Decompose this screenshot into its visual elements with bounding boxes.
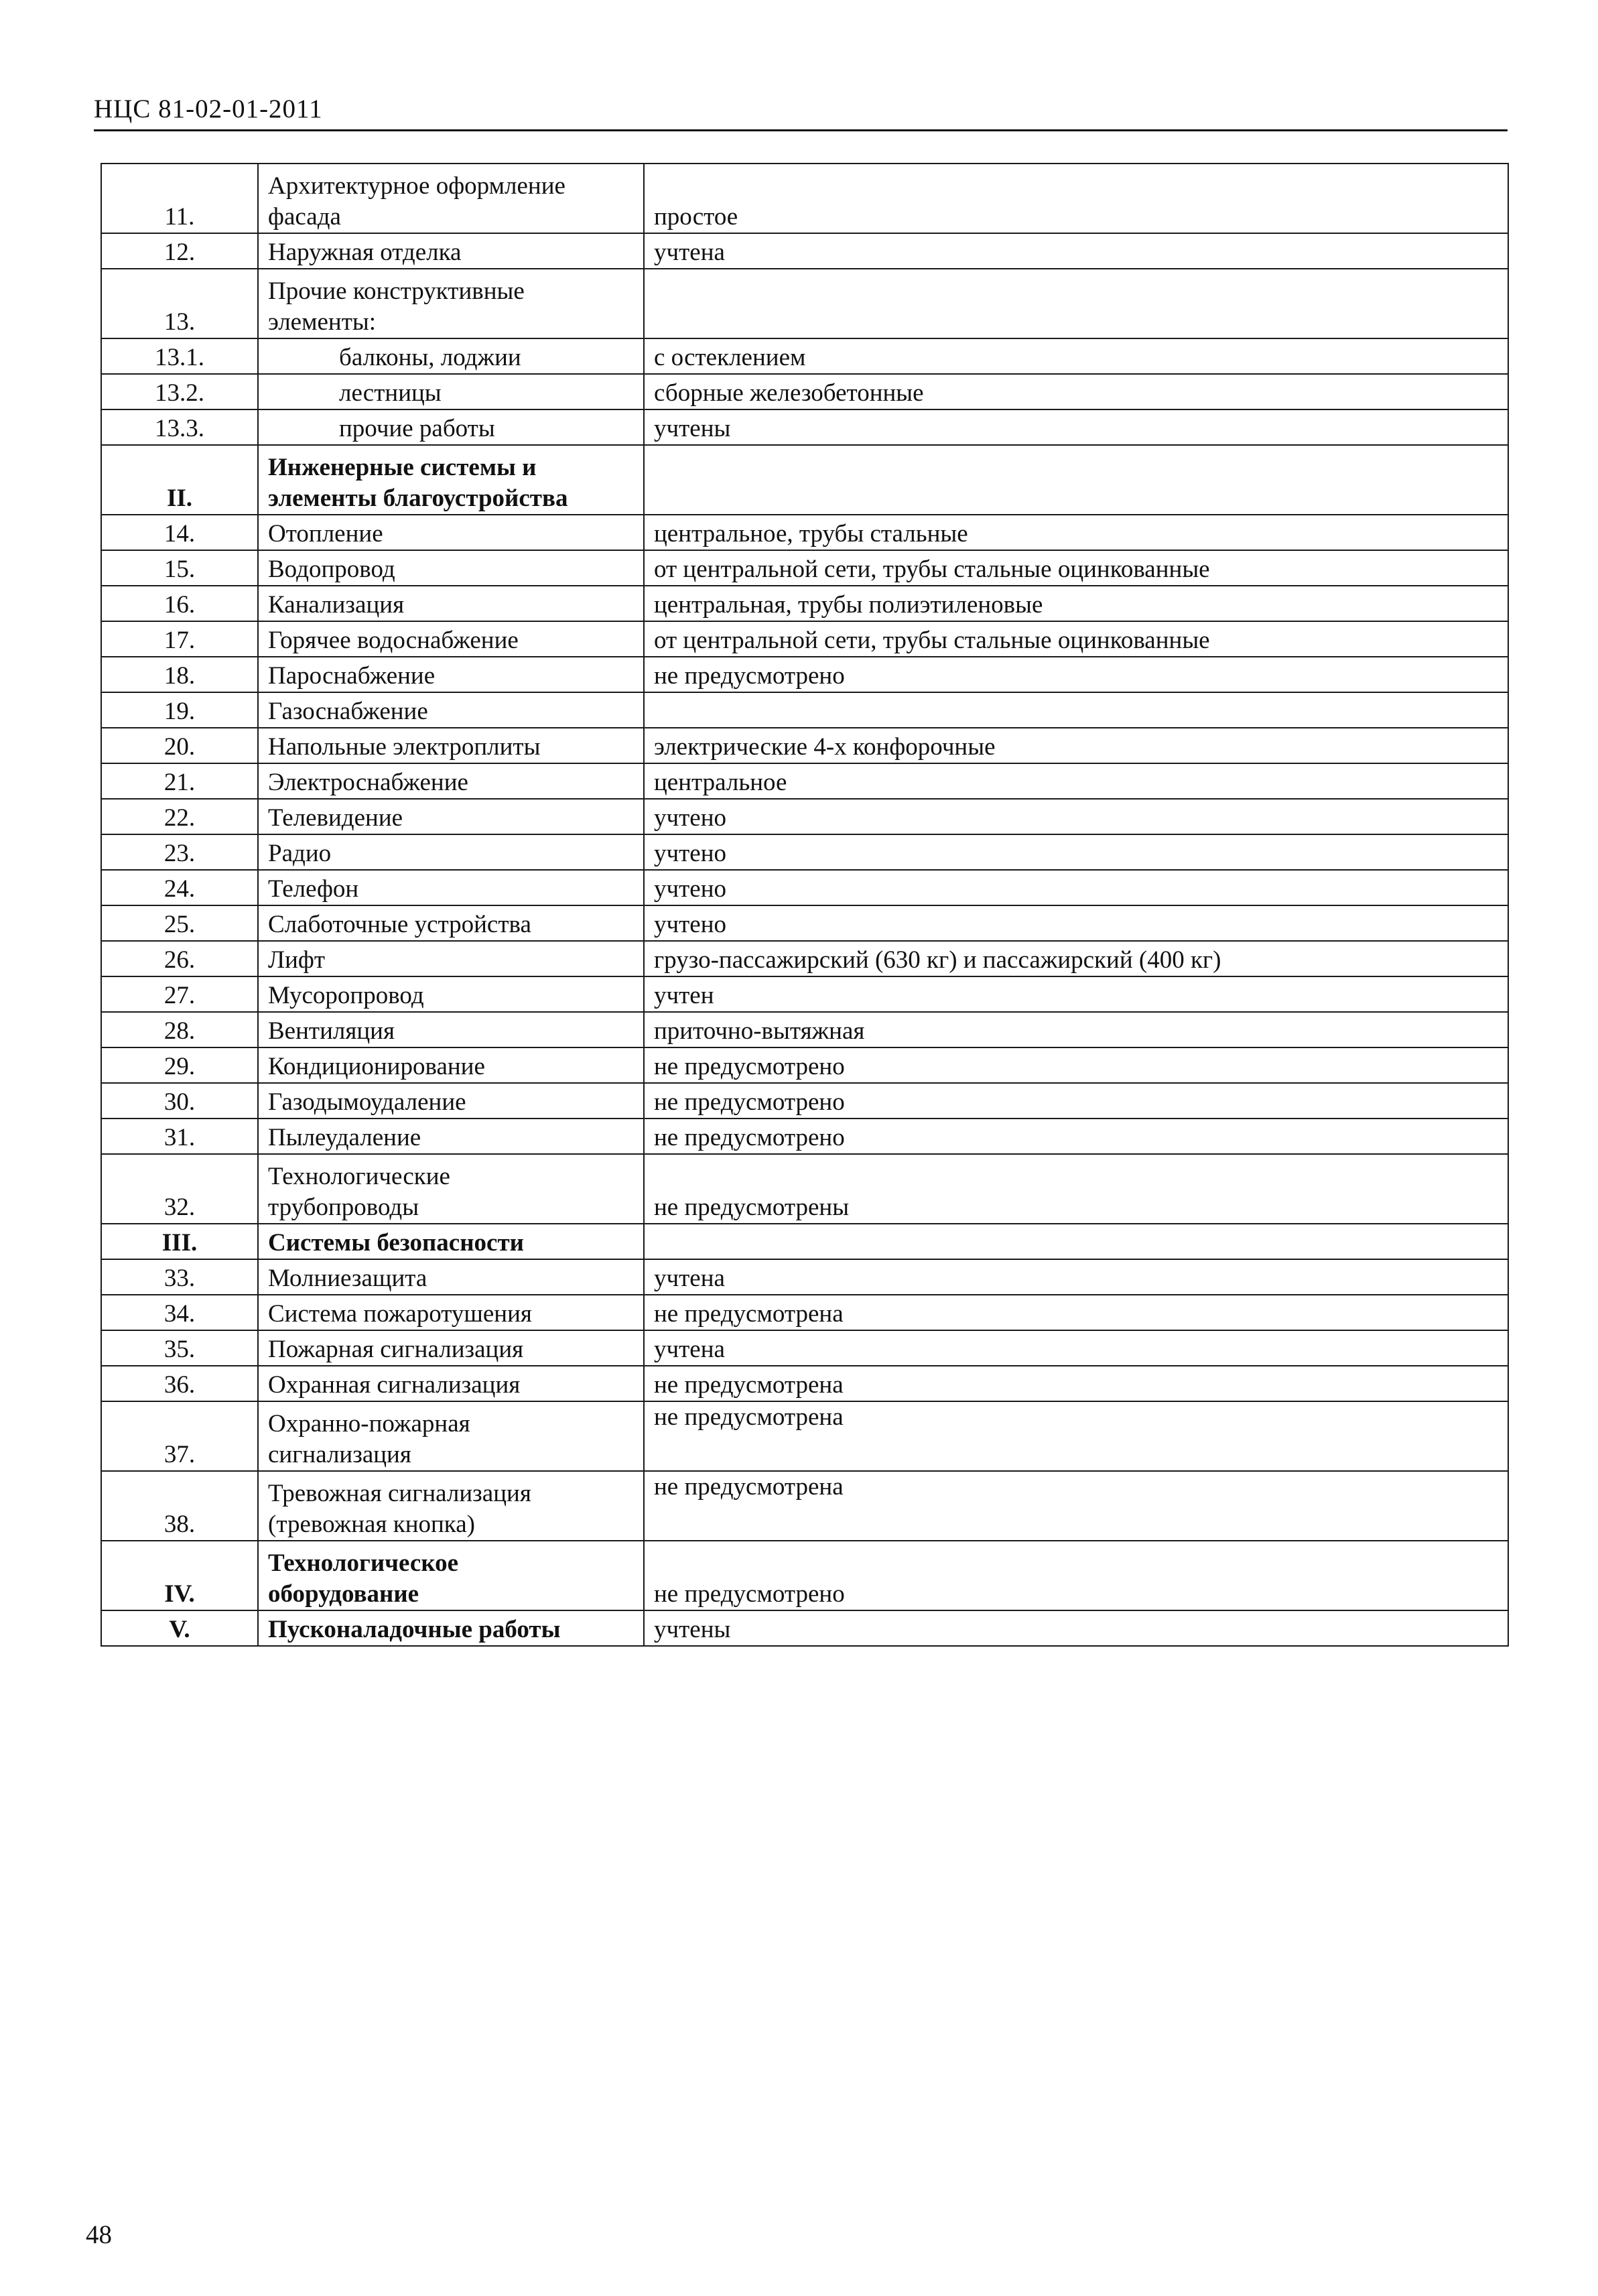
table-row <box>101 1366 1508 1401</box>
row-value <box>644 692 1508 728</box>
table-row <box>101 799 1508 834</box>
row-value: от центральной сети, трубы стальные оцинкованные <box>644 550 1508 586</box>
table-row <box>101 1295 1508 1330</box>
table-row <box>101 976 1508 1012</box>
section-number: V. <box>101 1610 258 1646</box>
table-row <box>101 692 1508 728</box>
row-value: не предусмотрена <box>644 1471 1508 1541</box>
row-value: грузо-пассажирский (630 кг) и пассажирский (400 кг) <box>644 941 1508 976</box>
row-number: 23. <box>101 834 258 870</box>
row-number: 17. <box>101 621 258 657</box>
row-value: не предусмотрено <box>644 1119 1508 1154</box>
row-name: Газодымоудаление <box>258 1083 644 1119</box>
table-row <box>101 338 1508 374</box>
row-value: не предусмотрено <box>644 657 1508 692</box>
row-name: Телефон <box>258 870 644 905</box>
row-number: 25. <box>101 905 258 941</box>
row-name: балконы, лоджии <box>258 338 644 374</box>
table-row <box>101 269 1508 338</box>
row-number: 31. <box>101 1119 258 1154</box>
section-title: Пусконаладочные работы <box>258 1610 644 1646</box>
row-name: Тревожная сигнализация (тревожная кнопка) <box>258 1471 644 1541</box>
row-value: учтено <box>644 870 1508 905</box>
row-value: учтено <box>644 905 1508 941</box>
row-value: приточно-вытяжная <box>644 1012 1508 1047</box>
row-number: 27. <box>101 976 258 1012</box>
table-row <box>101 657 1508 692</box>
table-row <box>101 728 1508 763</box>
row-number: 30. <box>101 1083 258 1119</box>
row-number: 33. <box>101 1259 258 1295</box>
row-value <box>644 269 1508 338</box>
section-number: III. <box>101 1224 258 1259</box>
section-row <box>101 1224 1508 1259</box>
row-name: Прочие конструктивные элементы: <box>258 269 644 338</box>
row-name: Мусоропровод <box>258 976 644 1012</box>
row-number: 38. <box>101 1471 258 1541</box>
section-row <box>101 445 1508 515</box>
row-value: не предусмотрены <box>644 1154 1508 1224</box>
document-code-header: НЦС 81-02-01-2011 <box>94 94 323 123</box>
row-name: Технологические трубопроводы <box>258 1154 644 1224</box>
section-row <box>101 1541 1508 1610</box>
row-value: от центральной сети, трубы стальные оцинкованные <box>644 621 1508 657</box>
section-number: II. <box>101 445 258 515</box>
row-name: Кондиционирование <box>258 1047 644 1083</box>
section-title: Технологическое оборудование <box>258 1541 644 1610</box>
table-row <box>101 1047 1508 1083</box>
section-title: Системы безопасности <box>258 1224 644 1259</box>
table-row <box>101 515 1508 550</box>
row-value: учтены <box>644 409 1508 445</box>
row-name: лестницы <box>258 374 644 409</box>
row-value: электрические 4-х конфорочные <box>644 728 1508 763</box>
row-number: 24. <box>101 870 258 905</box>
row-name: Система пожаротушения <box>258 1295 644 1330</box>
row-number: 26. <box>101 941 258 976</box>
specification-table <box>101 163 1509 1647</box>
row-name: Пожарная сигнализация <box>258 1330 644 1366</box>
row-value: центральная, трубы полиэтиленовые <box>644 586 1508 621</box>
row-value: учтено <box>644 799 1508 834</box>
row-number: 35. <box>101 1330 258 1366</box>
row-value: центральное <box>644 763 1508 799</box>
row-number: 13.1. <box>101 338 258 374</box>
table-row <box>101 870 1508 905</box>
table-row <box>101 1154 1508 1224</box>
row-number: 11. <box>101 164 258 233</box>
table-row <box>101 1401 1508 1471</box>
row-value: учтен <box>644 976 1508 1012</box>
row-number: 20. <box>101 728 258 763</box>
row-number: 12. <box>101 233 258 269</box>
row-name: Пароснабжение <box>258 657 644 692</box>
table-row <box>101 409 1508 445</box>
row-number: 16. <box>101 586 258 621</box>
row-name: Телевидение <box>258 799 644 834</box>
header-rule <box>94 129 1508 131</box>
row-number: 37. <box>101 1401 258 1471</box>
row-name: Охранно-пожарная сигнализация <box>258 1401 644 1471</box>
row-value: сборные железобетонные <box>644 374 1508 409</box>
table-row <box>101 1259 1508 1295</box>
row-number: 14. <box>101 515 258 550</box>
row-value: не предусмотрено <box>644 1541 1508 1610</box>
row-number: 28. <box>101 1012 258 1047</box>
row-value: не предусмотрена <box>644 1401 1508 1471</box>
table-row <box>101 1012 1508 1047</box>
row-name: Вентиляция <box>258 1012 644 1047</box>
row-value: учтена <box>644 1330 1508 1366</box>
row-name: Охранная сигнализация <box>258 1366 644 1401</box>
table-row <box>101 1330 1508 1366</box>
row-value: не предусмотрена <box>644 1366 1508 1401</box>
table-row <box>101 1083 1508 1119</box>
row-value: учтено <box>644 834 1508 870</box>
table-row <box>101 621 1508 657</box>
table-row <box>101 374 1508 409</box>
row-value: не предусмотрено <box>644 1083 1508 1119</box>
row-number: 13.3. <box>101 409 258 445</box>
row-number: 36. <box>101 1366 258 1401</box>
table-row <box>101 1471 1508 1541</box>
row-name: Наружная отделка <box>258 233 644 269</box>
row-name: Радио <box>258 834 644 870</box>
table-row <box>101 164 1508 233</box>
section-row <box>101 1610 1508 1646</box>
table-row <box>101 905 1508 941</box>
table-row <box>101 1119 1508 1154</box>
row-number: 18. <box>101 657 258 692</box>
row-name: Пылеудаление <box>258 1119 644 1154</box>
row-name: Горячее водоснабжение <box>258 621 644 657</box>
table-row <box>101 941 1508 976</box>
row-name: Напольные электроплиты <box>258 728 644 763</box>
row-number: 21. <box>101 763 258 799</box>
table-row <box>101 763 1508 799</box>
row-number: 32. <box>101 1154 258 1224</box>
table-row <box>101 586 1508 621</box>
row-name: прочие работы <box>258 409 644 445</box>
row-value: учтена <box>644 1259 1508 1295</box>
row-name: Канализация <box>258 586 644 621</box>
row-number: 22. <box>101 799 258 834</box>
row-name: Отопление <box>258 515 644 550</box>
row-number: 13. <box>101 269 258 338</box>
page-number: 48 <box>86 2220 112 2249</box>
row-number: 19. <box>101 692 258 728</box>
table-row <box>101 550 1508 586</box>
row-value: центральное, трубы стальные <box>644 515 1508 550</box>
row-number: 15. <box>101 550 258 586</box>
row-name: Лифт <box>258 941 644 976</box>
row-value: не предусмотрена <box>644 1295 1508 1330</box>
row-name: Архитектурное оформление фасада <box>258 164 644 233</box>
row-number: 29. <box>101 1047 258 1083</box>
row-name: Слаботочные устройства <box>258 905 644 941</box>
row-name: Электроснабжение <box>258 763 644 799</box>
table-row <box>101 233 1508 269</box>
row-value: учтены <box>644 1610 1508 1646</box>
section-number: IV. <box>101 1541 258 1610</box>
row-value: с остеклением <box>644 338 1508 374</box>
row-name: Водопровод <box>258 550 644 586</box>
section-title: Инженерные системы и элементы благоустройства <box>258 445 644 515</box>
row-value: простое <box>644 164 1508 233</box>
row-value: не предусмотрено <box>644 1047 1508 1083</box>
table-row <box>101 834 1508 870</box>
row-value <box>644 1224 1508 1259</box>
row-value <box>644 445 1508 515</box>
row-name: Газоснабжение <box>258 692 644 728</box>
row-name: Молниезащита <box>258 1259 644 1295</box>
row-number: 34. <box>101 1295 258 1330</box>
row-number: 13.2. <box>101 374 258 409</box>
row-value: учтена <box>644 233 1508 269</box>
